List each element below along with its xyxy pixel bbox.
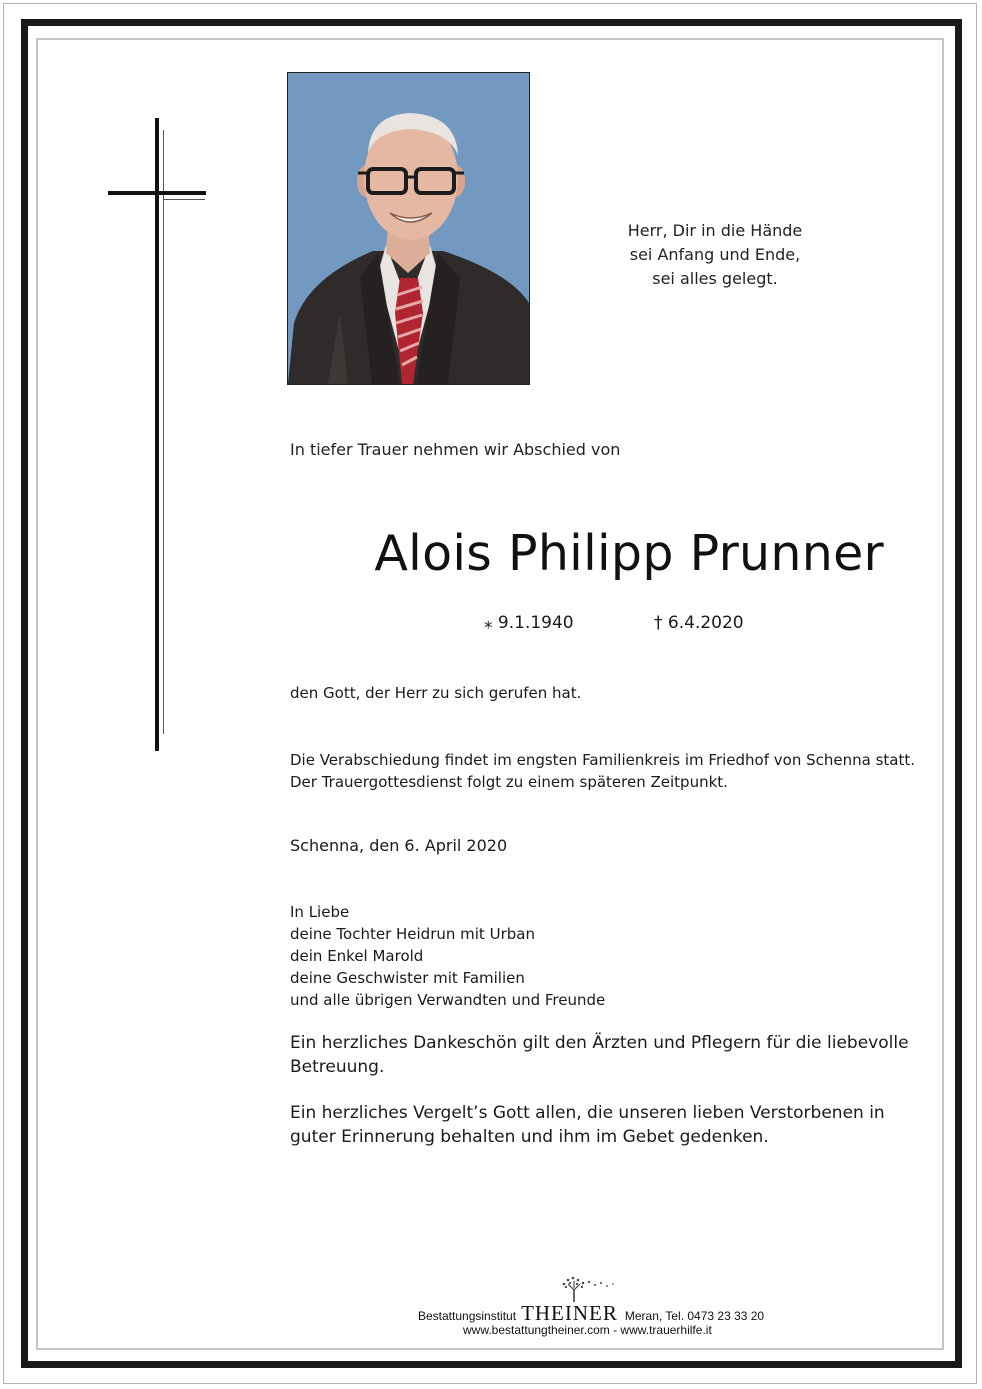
portrait-photo	[287, 72, 530, 385]
birth-date: ⁎ 9.1.1940	[484, 613, 574, 633]
footer-prefix: Bestattungsinstitut	[418, 1309, 517, 1323]
deceased-name: Alois Philipp Prunner	[374, 525, 884, 582]
footer-websites: www.bestattungtheiner.com - www.trauerhilfe.it	[463, 1323, 712, 1337]
thanks-doctors: Ein herzliches Dankeschön gilt den Ärzten und Pflegern für die liebevolle Betreuung.	[290, 1033, 909, 1077]
intro-text: In tiefer Trauer nehmen wir Abschied von	[290, 440, 621, 459]
footer-phone: Meran, Tel. 0473 23 33 20	[624, 1309, 765, 1323]
thanks-all: Ein herzliches Vergelt’s Gott allen, die unseren lieben Verstorbenen in guter Erinnerung behalten und ihm im Gebet gedenken.	[290, 1103, 885, 1147]
verse-line: Herr, Dir in die Hände	[627, 221, 803, 240]
called-text: den Gott, der Herr zu sich gerufen hat.	[290, 684, 582, 702]
mourner-line: deine Tochter Heidrun mit Urban	[290, 925, 535, 943]
farewell-line: Die Verabschiedung findet im engsten Familienkreis im Friedhof von Schenna statt.	[290, 751, 915, 769]
mourners-list	[290, 901, 605, 1011]
death-date: † 6.4.2020	[654, 613, 744, 633]
bible-verse	[560, 219, 870, 291]
mourner-line: dein Enkel Marold	[290, 947, 424, 965]
mourner-line: und alle übrigen Verwandten und Freunde	[290, 991, 606, 1009]
mourner-line: deine Geschwister mit Familien	[290, 969, 525, 987]
verse-line: sei Anfang und Ende,	[629, 245, 801, 264]
mourner-line: In Liebe	[290, 903, 350, 921]
farewell-line: Der Trauergottesdienst folgt zu einem späteren Zeitpunkt.	[290, 773, 728, 791]
farewell-info	[290, 749, 915, 793]
verse-line: sei alles gelegt.	[652, 269, 778, 288]
place-date: Schenna, den 6. April 2020	[290, 836, 508, 855]
footer-brand: THEINER	[521, 1301, 618, 1325]
